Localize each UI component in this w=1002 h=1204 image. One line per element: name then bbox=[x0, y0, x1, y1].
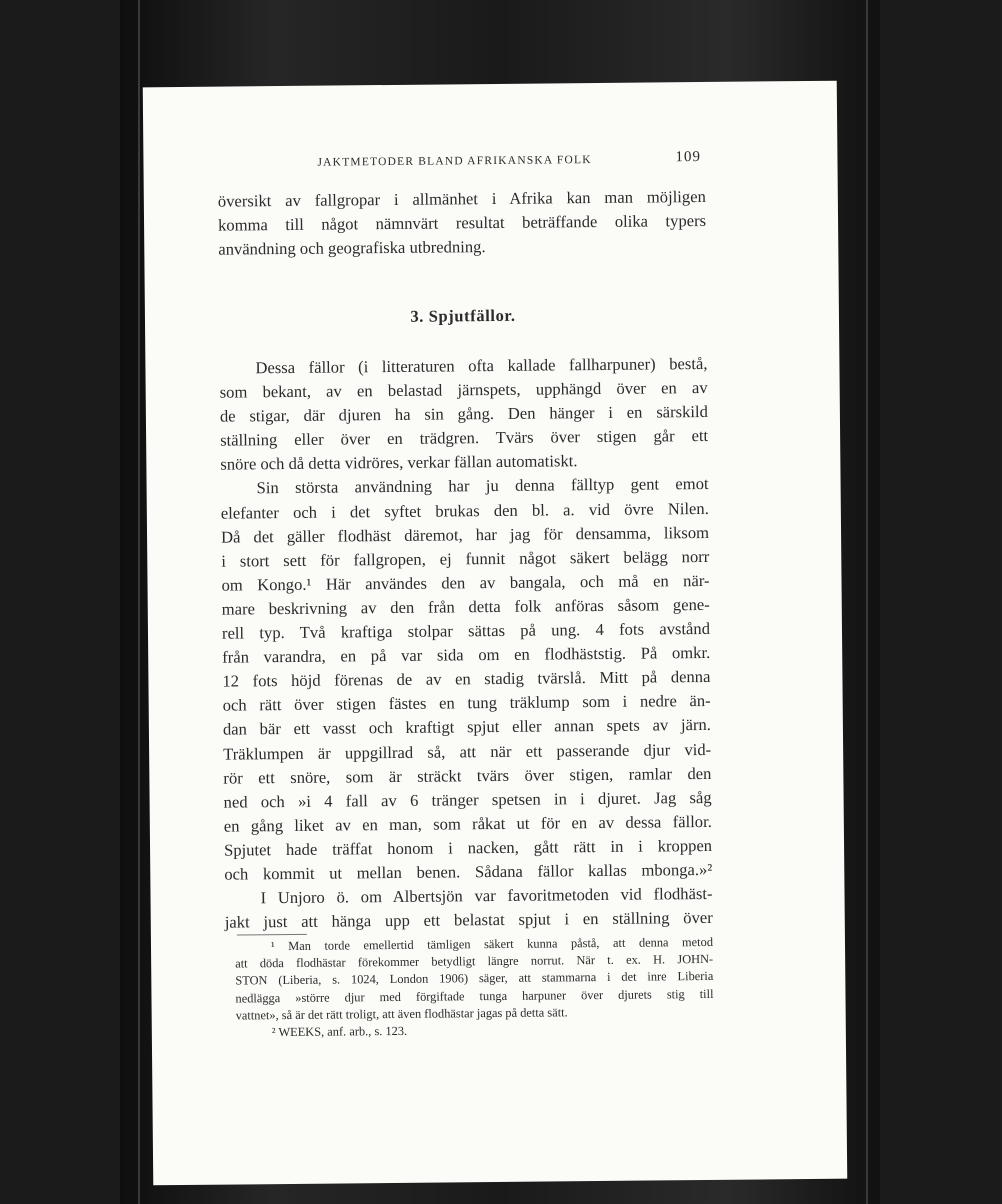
text-line: mare beskrivning av den från detta folk anföras såsom gene- bbox=[221, 594, 710, 619]
footnote-line: nedlägga »större djur med förgiftade tunga harpuner över djurets stig till bbox=[235, 986, 714, 1006]
footnote-line: vattnet», så är det rätt troligt, att även flodhästar jagas på detta sätt. bbox=[235, 1005, 568, 1023]
footnote-separator bbox=[237, 934, 307, 936]
text-line: om Kongo.¹ Här användes den av bangala, och må en när- bbox=[221, 570, 710, 595]
text-line: Träklumpen är uppgillrad så, att när ett passerande djur vid- bbox=[223, 739, 712, 764]
text-line: rör ett snöre, som är sträckt tvärs över stigen, ramlar den bbox=[223, 763, 712, 788]
text-line: och kommit ut mellan benen. Sådana fällor kallas mbonga.»² bbox=[224, 859, 713, 884]
footnote-line: att döda flodhästar förekommer betydligt längre norrut. När t. ex. H. JOHN- bbox=[235, 952, 714, 971]
text-line: ställning eller över en trädgren. Tvärs över stigen går ett bbox=[220, 426, 709, 450]
text-line: Sin största användning har ju denna fälltyp gent emot bbox=[256, 474, 709, 498]
text-line: I Unjoro ö. om Albertsjön var favoritmetoden vid flodhäst- bbox=[260, 883, 713, 908]
text-line: Dessa fällor (i litteraturen ofta kallade fallharpuner) bestå, bbox=[255, 353, 708, 378]
text-line: 12 fots höjd förenas de av en stadig tvärslå. Mitt på denna bbox=[222, 667, 711, 691]
text-line: från varandra, en på var sida om en flodhäststig. På omkr. bbox=[222, 643, 711, 667]
text-line: i stort sett för fallgropen, ej funnit något säkert belägg norr bbox=[221, 546, 710, 571]
text-line: användning och geografiska utbredning. bbox=[218, 237, 486, 259]
section-title: 3. Spjutfällor. bbox=[410, 305, 516, 326]
book-page bbox=[143, 81, 848, 1186]
text-line: jakt just att hänga upp ett belastat spjut i en ställning över bbox=[224, 908, 713, 932]
footnote-line: ² WEEKS, anf. arb., s. 123. bbox=[271, 1023, 408, 1040]
text-line: rell typ. Två kraftiga stolpar sättas på ung. 4 fots avstånd bbox=[221, 618, 711, 643]
intro-paragraph bbox=[218, 185, 707, 262]
text-line: en gång liket av en man, som råkat ut för en av dessa fällor. bbox=[223, 811, 712, 836]
text-line: ned och »i 4 fall av 6 tränger spetsen in i djuret. Jag såg bbox=[223, 787, 712, 812]
text-line: översikt av fallgropar i allmänhet i Afrika kan man möjligen bbox=[217, 186, 706, 211]
text-line: dan bär ett vasst och kraftigt spjut eller annan spets av järn. bbox=[222, 715, 711, 740]
text-line: snöre och då detta vidröres, verkar fällan automatiskt. bbox=[220, 451, 578, 475]
page-number: 109 bbox=[675, 149, 702, 166]
scan-streak bbox=[866, 0, 868, 1204]
text-line: och rätt över stigen fästes en tung träklump som i nedre än- bbox=[222, 691, 711, 715]
text-line: som bekant, av en belastad järnspets, upphängd över en av bbox=[219, 378, 708, 402]
scan-streak bbox=[138, 0, 140, 1204]
text-line: Spjutet hade träffat honom i nacken, gått rätt in i kroppen bbox=[223, 835, 713, 860]
text-line: Då det gäller flodhäst däremot, har jag för densamma, liksom bbox=[220, 522, 710, 547]
footnotes bbox=[235, 934, 714, 1042]
footnote-line: STON (Liberia, s. 1024, London 1906) säger, att stammarna i det inre Liberia bbox=[235, 969, 714, 988]
footnote-line: ¹ Man torde emellertid tämligen säkert kunna påstå, att denna metod bbox=[270, 934, 714, 954]
running-header: JAKTMETODER BLAND AFRIKANSKA FOLK bbox=[317, 154, 592, 169]
text-line: de stigar, där djuren ha sin gång. Den hänger i en särskild bbox=[219, 402, 708, 426]
text-line: elefanter och i det syftet brukas den bl. a. vid övre Nilen. bbox=[220, 498, 709, 523]
main-text bbox=[219, 352, 713, 935]
text-line: komma till något nämnvärt resultat beträffande olika typers bbox=[217, 211, 707, 235]
